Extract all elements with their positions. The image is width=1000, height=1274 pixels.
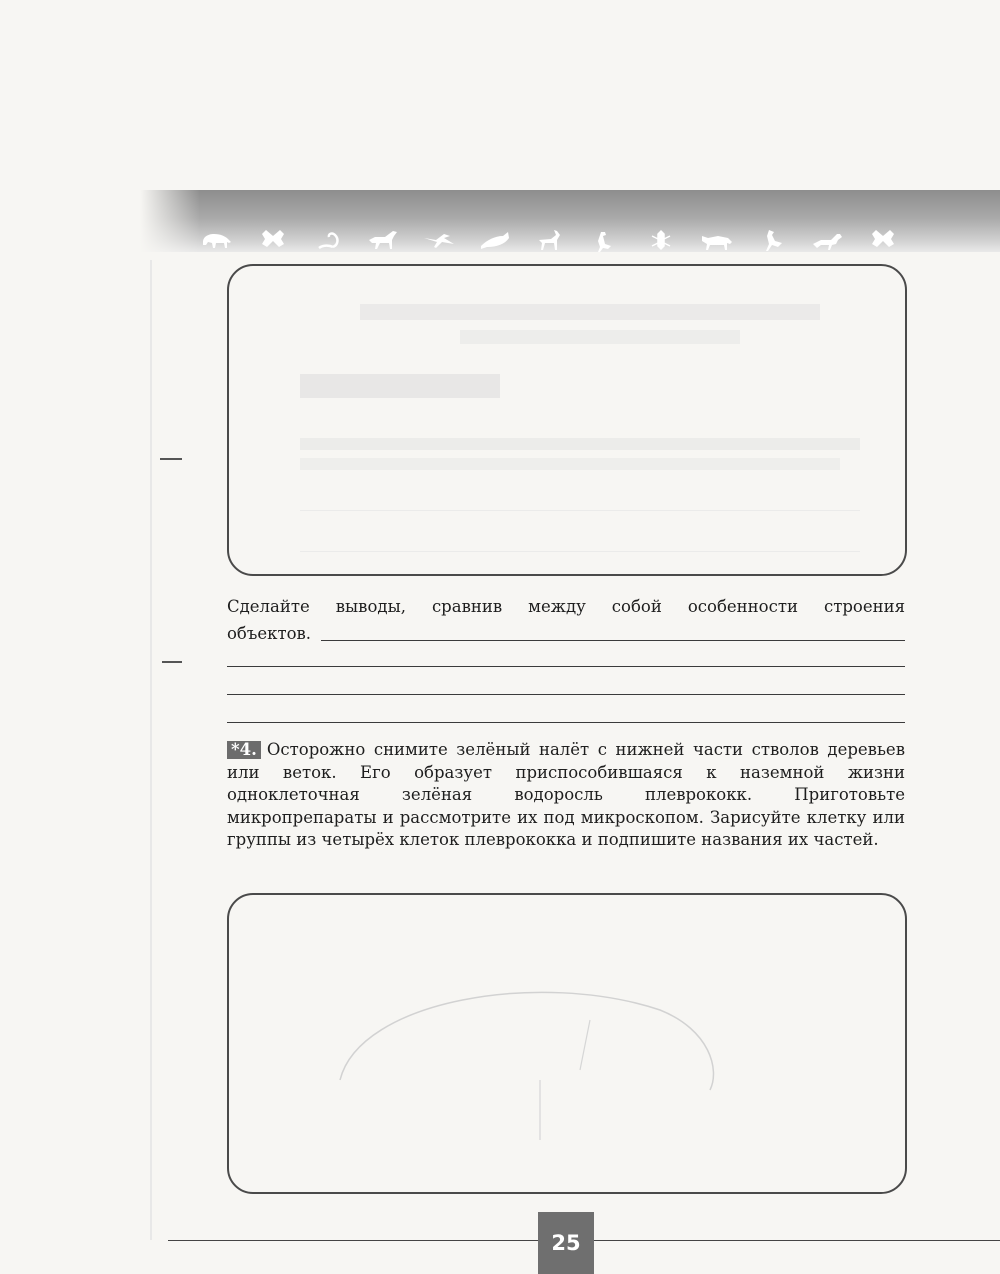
margin-mark <box>160 458 182 460</box>
insect-icon <box>644 228 678 252</box>
answer-line-1[interactable] <box>321 640 905 641</box>
pencil-sketch <box>240 960 880 1170</box>
bull-icon <box>700 228 734 252</box>
bleed-through-texture <box>300 282 860 552</box>
margin-mark <box>162 661 182 663</box>
scorpion-icon <box>311 228 345 252</box>
answer-line-3[interactable] <box>227 694 905 695</box>
butterfly-icon <box>256 228 290 252</box>
conclusion-line-1: Сделайте выводы, сравнив между собой особенности строения <box>227 597 905 616</box>
butterfly-icon <box>866 228 900 252</box>
deer-icon <box>533 228 567 252</box>
conclusion-line-2: объектов. <box>227 623 312 643</box>
page-number: 25 <box>538 1212 594 1274</box>
footer-rule-left <box>168 1240 538 1241</box>
dolphin-icon <box>478 228 512 252</box>
conclusion-prompt <box>227 596 905 645</box>
horse-icon <box>367 228 401 252</box>
banner-fade <box>140 190 200 252</box>
heron-icon <box>589 228 623 252</box>
bison-icon <box>200 228 234 252</box>
task-4 <box>227 739 905 852</box>
animal-icons-strip <box>200 224 900 252</box>
answer-line-2[interactable] <box>227 666 905 667</box>
flamingo-icon <box>755 228 789 252</box>
task-number-badge: *4. <box>227 741 261 759</box>
margin-edge <box>150 260 152 1240</box>
footer-rule-right <box>594 1240 1000 1241</box>
task-4-text: Осторожно снимите зелёный налёт с нижней части стволов деревьев или веток. Его образует приспособившаяся к наземной жизни одноклеточная зелёная водоросль плеврококк. Приготовьте микропрепараты и рассмотрите их под микроскопом. Зарисуйте клетку или группы из четырёх клеток плеврококка и подпишите названия их частей. <box>227 740 905 849</box>
fox-icon <box>811 228 845 252</box>
bird-icon <box>422 228 456 252</box>
answer-line-4[interactable] <box>227 722 905 723</box>
